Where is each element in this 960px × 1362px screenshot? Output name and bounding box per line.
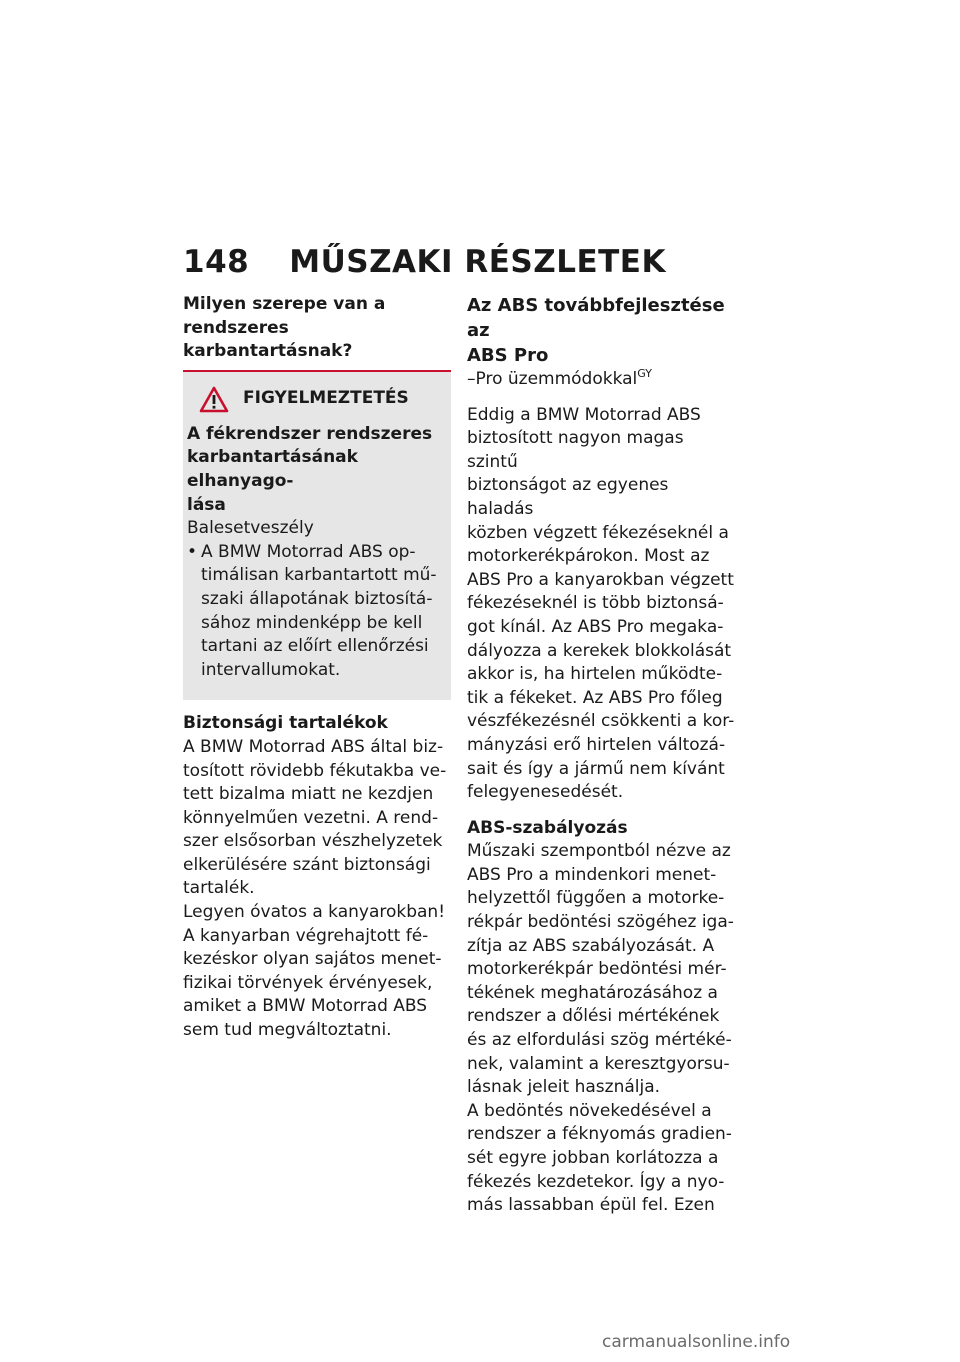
text-line: elkerülésére szánt biztonsági [183,854,431,875]
text-line: mányzási erő hirtelen változá- [467,734,726,755]
text-line: Legyen óvatos a kanyarokban! [183,902,446,923]
heading-line: Az ABS továbbfejlesztése az [467,295,725,341]
text-line: Eddig a BMW Motorrad ABS [467,404,701,425]
abs-pro-paragraph [467,404,737,805]
warning-title-line: A fékrendszer rendszeres [187,423,433,444]
warning-bullet-line: szaki állapotának biztosítá- [201,588,433,609]
reserve-paragraph [183,736,451,1043]
warning-triangle-icon [199,386,229,413]
text-line: sem tud megváltoztatni. [183,1020,392,1041]
warning-box [183,372,451,701]
mode-text: –Pro üzemmódokkal [467,369,638,389]
text-line: tartalék. [183,878,255,899]
warning-bullet-line: timálisan karbantartott mű- [201,565,437,586]
text-line: biztonságot az egyenes haladás [467,475,669,519]
text-line: fékezés kezdetekor. Így a nyo- [467,1171,725,1192]
text-line: A bedöntés növekedésével a [467,1100,712,1121]
warning-title-line: lása [187,494,226,515]
text-line: sait és így a jármű nem kívánt [467,758,725,779]
text-line: A kanyarban végrehajtott fé- [183,925,429,946]
text-line: fizikai törvények érvényesek, [183,972,433,993]
page-header [183,244,666,280]
text-line: tosított rövidebb fékutakba ve- [183,760,447,781]
right-column [467,293,737,1218]
heading-line: ABS Pro [467,345,549,366]
abs-pro-heading [467,293,737,368]
text-line: tékének meghatározásához a [467,982,718,1003]
text-line: akkor is, ha hirtelen működte- [467,664,723,685]
text-line: tik a fékeket. Az ABS Pro főleg [467,687,723,708]
text-line: rendszer a dőlési mértékének [467,1006,720,1027]
text-line: más lassabban épül fel. Ezen [467,1195,715,1216]
abs-control-paragraph [467,840,737,1218]
text-line: nek, valamint a keresztgyorsu- [467,1053,730,1074]
reserve-heading: Biztonsági tartalékok [183,713,388,734]
mode-note [467,368,737,392]
text-line: amiket a BMW Motorrad ABS [183,996,428,1017]
text-line: A BMW Motorrad ABS által biz- [183,736,444,757]
text-line: helyzettől függően a motorke- [467,888,725,909]
text-line: zítja az ABS szabályozását. A [467,935,715,956]
warning-hazard: Balesetveszély [187,518,314,539]
left-column [183,293,451,1043]
question-heading [183,293,451,364]
text-line: ABS Pro a mindenkori menet- [467,864,717,885]
text-line: vészfékezésnél csökkenti a kor- [467,711,735,732]
bullet-dot: • [187,541,198,562]
warning-bullet-line: intervallumokat. [201,659,341,680]
page-number: 148 [183,244,250,280]
warning-header [187,386,451,413]
warning-bullet-line: sához mindenképp be kell [201,612,423,633]
warning-bullet-line: tartani az előírt ellenőrzési [201,636,429,657]
question-heading-line: rendszeres karbantartásnak? [183,317,353,362]
warning-title [187,423,451,517]
text-line: dályozza a kerekek blokkolását [467,640,732,661]
text-line: könnyelműen vezetni. A rend- [183,807,439,828]
watermark[interactable]: carmanualsonline.info [602,1332,791,1352]
text-line: fékezéseknél is több biztonsá- [467,593,724,614]
warning-bullet [187,541,451,683]
text-line: szer elsősorban vészhelyzetek [183,831,443,852]
text-line: sét egyre jobban korlátozza a [467,1148,719,1168]
text-line: rendszer a féknyomás gradien- [467,1124,732,1145]
warning-label: FIGYELMEZTETÉS [243,388,409,409]
text-line: tett bizalma miatt ne kezdjen [183,784,434,805]
text-line: biztosított nagyon magas szintű [467,428,684,472]
warning-title-line: karbantartásának elhanyago- [187,447,358,491]
text-line: felegyenesedését. [467,782,624,803]
mode-superscript: GY [637,367,652,380]
text-line: got kínál. Az ABS Pro megaka- [467,616,724,637]
text-line: motorkerékpár bedöntési mér- [467,959,727,980]
text-line: ABS Pro a kanyarokban végzett [467,569,734,590]
question-heading-line: Milyen szerepe van a [183,294,386,314]
text-line: kezéskor olyan sajátos menet- [183,949,442,970]
text-line: rékpár bedöntési szögéhez iga- [467,912,734,933]
chapter-title: MŰSZAKI RÉSZLETEK [289,244,667,280]
warning-bullet-line: A BMW Motorrad ABS op- [201,541,416,562]
abs-control-heading: ABS-szabályozás [467,817,628,838]
text-line: és az elfordulási szög mértéké- [467,1030,732,1051]
text-line: motorkerékpárokon. Most az [467,546,710,567]
text-line: közben végzett fékezéseknél a [467,522,729,543]
text-line: lásnak jeleit használja. [467,1077,661,1098]
text-line: Műszaki szempontból nézve az [467,841,731,862]
